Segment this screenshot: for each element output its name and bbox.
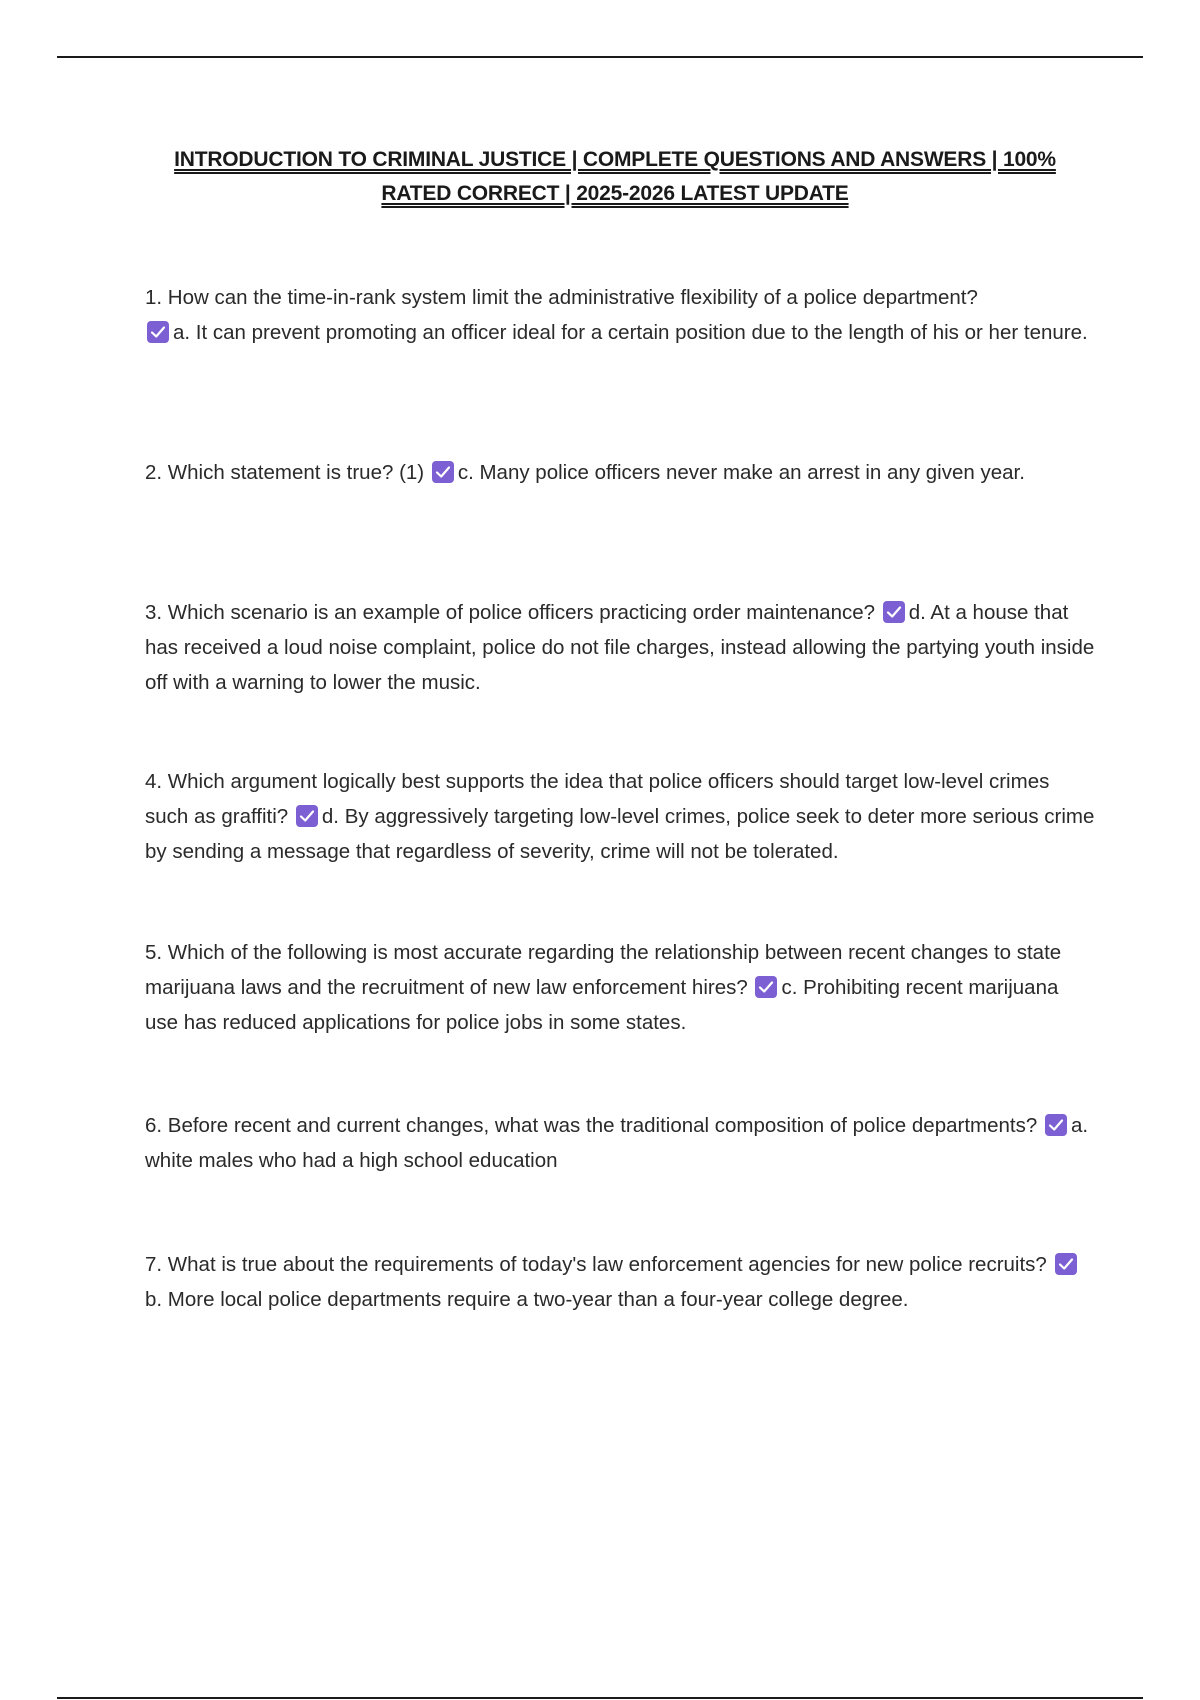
- qa-item-2: [145, 455, 1095, 490]
- document-title: [145, 143, 1085, 211]
- answer-text: c. Many police officers never make an arrest in any given year.: [457, 461, 1025, 484]
- qa-item-7: [145, 1247, 1095, 1317]
- answer-text: a. white males who had a high school education: [145, 1114, 1089, 1172]
- answer-text: c. Prohibiting recent marijuana use has reduced applications for police jobs in some states.: [145, 976, 1059, 1034]
- top-rule: [57, 56, 1143, 58]
- question-text: 6. Before recent and current changes, what was the traditional composition of police departments?: [145, 1114, 1038, 1137]
- qa-item-4: [145, 764, 1095, 869]
- question-text: 7. What is true about the requirements of today's law enforcement agencies for new police recruits?: [145, 1253, 1047, 1276]
- checkbox-checked-icon: [432, 461, 454, 483]
- qa-item-6: [145, 1108, 1095, 1178]
- checkbox-checked-icon: [296, 805, 318, 827]
- question-text: 3. Which scenario is an example of police officers practicing order maintenance?: [145, 601, 876, 624]
- qa-item-1: [145, 280, 1095, 350]
- checkbox-checked-icon: [755, 976, 777, 998]
- bottom-rule: [57, 1697, 1143, 1699]
- answer-text: d. By aggressively targeting low-level crimes, police seek to deter more serious crime by sending a message that regardless of severity, crime will not be tolerated.: [145, 805, 1095, 863]
- checkbox-checked-icon: [1045, 1114, 1067, 1136]
- question-text: 2. Which statement is true? (1): [145, 461, 425, 484]
- question-text: 1. How can the time-in-rank system limit the administrative flexibility of a police department?: [145, 286, 978, 309]
- answer-text: b. More local police departments require a two-year than a four-year college degree.: [145, 1288, 909, 1311]
- answer-text: a. It can prevent promoting an officer ideal for a certain position due to the length of his or her tenure.: [173, 321, 1088, 344]
- checkbox-checked-icon: [883, 601, 905, 623]
- document-title-text: INTRODUCTION TO CRIMINAL JUSTICE | COMPLETE QUESTIONS AND ANSWERS | 100% RATED CORRECT | 2025-2026 LATEST UPDATE: [174, 148, 1056, 205]
- question-text: 4. Which argument logically best supports the idea that police officers should target low-level crimes such as graffiti?: [145, 770, 1050, 828]
- qa-item-5: [145, 935, 1095, 1040]
- checkbox-checked-icon: [1055, 1253, 1077, 1275]
- qa-item-3: [145, 595, 1095, 700]
- question-text: 5. Which of the following is most accurate regarding the relationship between recent changes to state marijuana laws and the recruitment of new law enforcement hires?: [145, 941, 1062, 999]
- checkbox-checked-icon: [147, 321, 169, 343]
- answer-text: d. At a house that has received a loud noise complaint, police do not file charges, instead allowing the partying youth inside off with a warning to lower the music.: [145, 601, 1095, 694]
